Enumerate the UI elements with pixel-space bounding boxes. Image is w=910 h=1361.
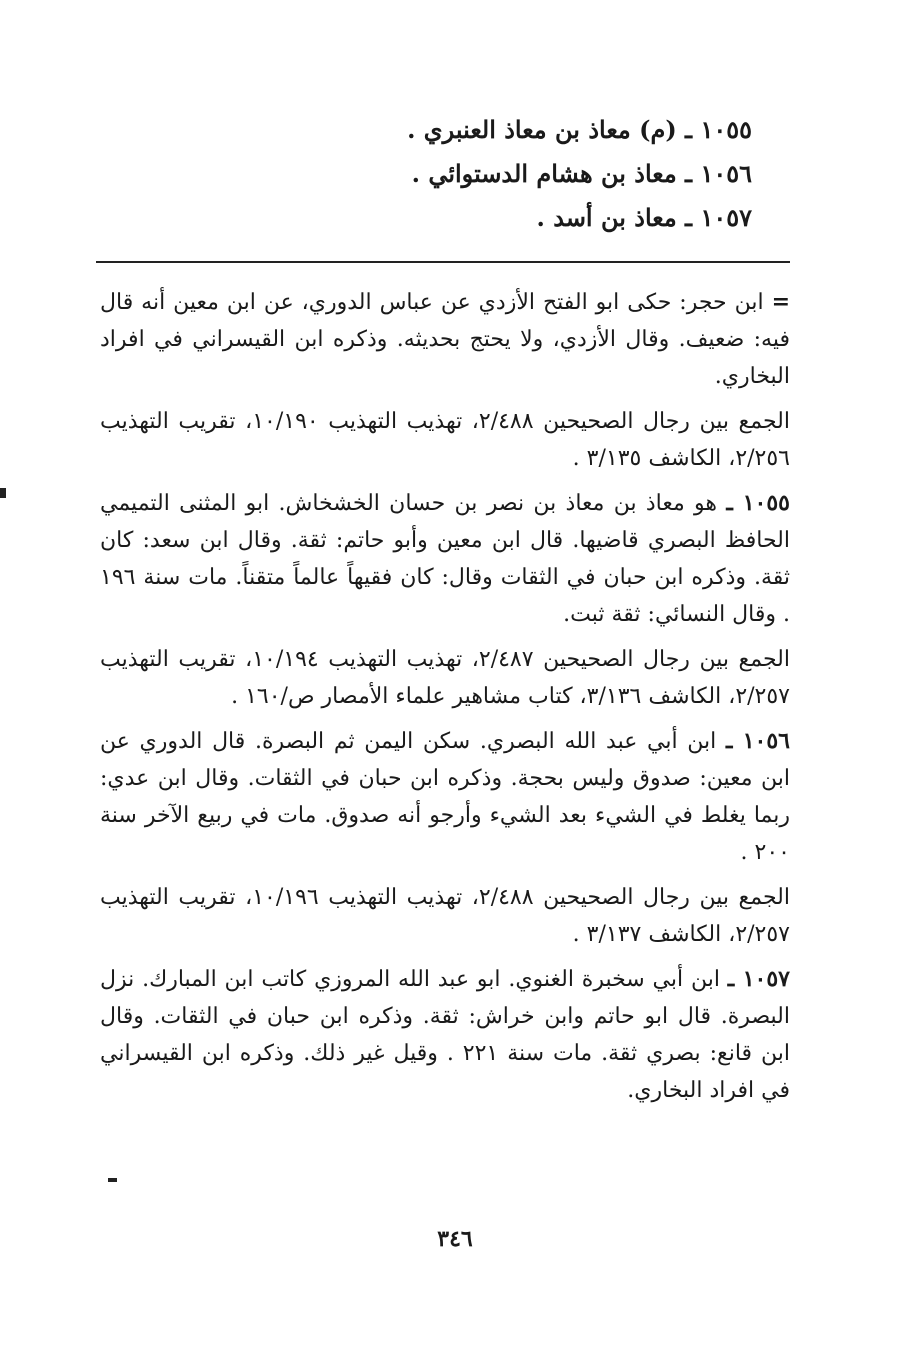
- note-1054-references: الجمع بين رجال الصحيحين ٢/٤٨٨، تهذيب التهذيب ١٠/١٩٠، تقريب التهذيب ٢/٢٥٦، الكاشف ٣/١٣٥ .: [100, 409, 790, 471]
- heading-1055: ١٠٥٥ ـ (م) معاذ بن معاذ العنبري .: [407, 115, 752, 144]
- footnote-divider: [96, 261, 790, 263]
- note-number: ١٠٥٥ ـ: [726, 490, 790, 516]
- note-number: ١٠٥٧ ـ: [727, 966, 790, 992]
- note-1055: [100, 485, 790, 715]
- note-1057-text: ١٠٥٧ ـ ابن أبي سخبرة الغنوي. ابو عبد الله المروزي كاتب ابن المبارك. نزل البصرة. قال ابو حاتم وابن خراش: ثقة. وذكره ابن حبان في الثقات. وقال ابن قانع: بصري ثقة. مات سنة ٢٢١ . وقيل غير ذلك. وذكره ابن القيسراني في افراد البخاري.: [100, 966, 790, 1103]
- margin-mark: [0, 488, 6, 498]
- heading-1057: ١٠٥٧ ـ معاذ بن أسد .: [536, 203, 752, 232]
- end-of-note-mark: [108, 1178, 117, 1182]
- note-number: ١٠٥٦ ـ: [725, 728, 790, 754]
- note-1056-text: ١٠٥٦ ـ ابن أبي عبد الله البصري. سكن اليمن ثم البصرة. قال الدوري عن ابن معين: صدوق وليس بحجة. وذكره ابن حبان في الثقات. وقال ابن عدي: ربما يغلط في الشيء بعد الشيء وأرجو أنه صدوق. مات في ربيع الآخر سنة ٢٠٠ .: [100, 728, 790, 865]
- entry-headings: [192, 108, 752, 240]
- continuation-marker: =: [771, 289, 790, 315]
- note-1057: [100, 961, 790, 1109]
- note-1054-text: = ابن حجر: حكى ابو الفتح الأزدي عن عباس الدوري، عن ابن معين أنه قال فيه: ضعيف. وقال الأزدي، ولا يحتج بحديثه. وذكره ابن القيسراني في افراد البخاري.: [100, 289, 790, 389]
- heading-1056: ١٠٥٦ ـ معاذ بن هشام الدستوائي .: [411, 159, 752, 188]
- note-1054-continuation: [100, 284, 790, 477]
- page-number: ٣٤٦: [437, 1226, 473, 1252]
- footnotes: [100, 284, 790, 1117]
- note-1056: [100, 723, 790, 953]
- note-1055-text: ١٠٥٥ ـ هو معاذ بن معاذ بن نصر بن حسان الخشخاش. ابو المثنى التميمي الحافظ البصري قاضيها. قال ابن معين وأبو حاتم: ثقة. وقال ابن سعد: كان ثقة. وذكره ابن حبان في الثقات وقال: كان فقيهاً عالماً متقناً. مات سنة ١٩٦ . وقال النسائي: ثقة ثبت.: [100, 490, 790, 627]
- note-1055-references: الجمع بين رجال الصحيحين ٢/٤٨٧، تهذيب التهذيب ١٠/١٩٤، تقريب التهذيب ٢/٢٥٧، الكاشف ٣/١٣٦، كتاب مشاهير علماء الأمصار ص/١٦٠ .: [100, 647, 790, 709]
- note-1056-references: الجمع بين رجال الصحيحين ٢/٤٨٨، تهذيب التهذيب ١٠/١٩٦، تقريب التهذيب ٢/٢٥٧، الكاشف ٣/١٣٧ .: [100, 885, 790, 947]
